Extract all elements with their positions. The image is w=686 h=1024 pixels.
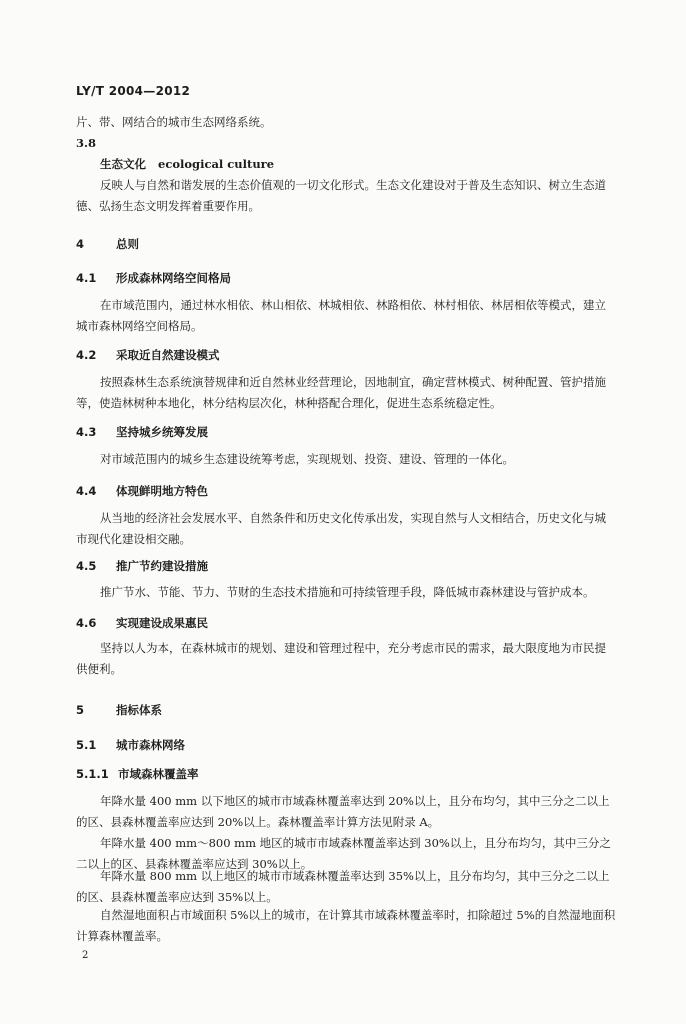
clause-heading (76, 766, 199, 782)
clause-heading (76, 424, 208, 440)
continuation-line: 片、带、网结合的城市生态网络系统。 (76, 115, 272, 129)
clause-number: 5.1.1 (76, 767, 109, 781)
clause-title: 实现建设成果惠民 (116, 616, 208, 630)
clause-heading (76, 558, 208, 574)
clause-text: 对市域范围内的城乡生态建设统筹考虑，实现规划、投资、建设、管理的一体化。 (100, 452, 514, 466)
section-heading (76, 702, 162, 718)
clause-title: 形成森林网络空间格局 (116, 271, 231, 285)
clause-number: 4.4 (76, 484, 97, 498)
clause-number: 4.3 (76, 425, 97, 439)
clause-title: 推广节约建设措施 (116, 559, 208, 573)
clause-text: 在市域范围内，通过林水相依、林山相依、林城相依、林路相依、林村相依、林居相依等模式，建立城市森林网络空间格局。 (76, 298, 606, 333)
clause-heading (76, 737, 185, 753)
clause-title: 市域森林覆盖率 (118, 767, 199, 781)
clause-number: 4.5 (76, 559, 97, 573)
clause-text: 推广节水、节能、节力、节财的生态技术措施和可持续管理手段，降低城市森林建设与管护成本。 (100, 585, 595, 599)
term-definition: 反映人与自然和谐发展的生态价值观的一切文化形式。生态文化建设对于普及生态知识、树立生态道德、弘扬生态文明发挥着重要作用。 (76, 178, 606, 213)
clause-number: 4.1 (76, 271, 97, 285)
clause-text: 年降水量 400 mm～800 mm 地区的城市市域森林覆盖率达到 30%以上，且分布均匀，其中三分之二以上的区、县森林覆盖率应达到 30%以上。 (76, 836, 611, 871)
section-number: 4 (76, 237, 85, 251)
clause-title: 城市森林网络 (116, 738, 185, 752)
clause-title: 采取近自然建设模式 (116, 348, 220, 362)
term-en: ecological culture (158, 157, 275, 171)
section-number: 5 (76, 703, 85, 717)
clause-title: 体现鲜明地方特色 (116, 484, 208, 498)
clause-heading (76, 347, 220, 363)
clause-number: 4.2 (76, 348, 97, 362)
clause-text: 按照森林生态系统演替规律和近自然林业经营理论，因地制宜，确定营林模式、树种配置、管护措施等，使造林树种本地化，林分结构层次化，林种搭配合理化，促进生态系统稳定性。 (76, 375, 606, 410)
clause-text: 年降水量 800 mm 以上地区的城市市域森林覆盖率达到 35%以上，且分布均匀，其中三分之二以上的区、县森林覆盖率应达到 35%以上。 (76, 869, 610, 904)
clause-title: 坚持城乡统筹发展 (116, 425, 208, 439)
term-heading (100, 154, 274, 175)
standard-code: LY/T 2004—2012 (76, 84, 191, 98)
clause-text: 坚持以人为本，在森林城市的规划、建设和管理过程中，充分考虑市民的需求，最大限度地为市民提供便利。 (76, 641, 606, 676)
section-title: 总则 (116, 237, 139, 251)
clause-heading (76, 270, 231, 286)
section-title: 指标体系 (116, 703, 162, 717)
clause-number: 4.6 (76, 616, 97, 630)
page-number: 2 (82, 950, 89, 961)
clause-heading (76, 615, 208, 631)
term-cn: 生态文化 (100, 157, 146, 171)
clause-heading (76, 483, 208, 499)
clause-text: 自然湿地面积占市域面积 5%以上的城市，在计算其市域森林覆盖率时，扣除超过 5%的自然湿地面积计算森林覆盖率。 (76, 908, 616, 943)
clause-text: 从当地的经济社会发展水平、自然条件和历史文化传承出发，实现自然与人文相结合，历史文化与城市现代化建设相交融。 (76, 511, 606, 546)
section-heading (76, 236, 139, 252)
clause-text: 年降水量 400 mm 以下地区的城市市域森林覆盖率达到 20%以上，且分布均匀，其中三分之二以上的区、县森林覆盖率应达到 20%以上。森林覆盖率计算方法见附录 A。 (76, 794, 610, 829)
clause-number: 3.8 (76, 136, 97, 150)
clause-number: 5.1 (76, 738, 97, 752)
